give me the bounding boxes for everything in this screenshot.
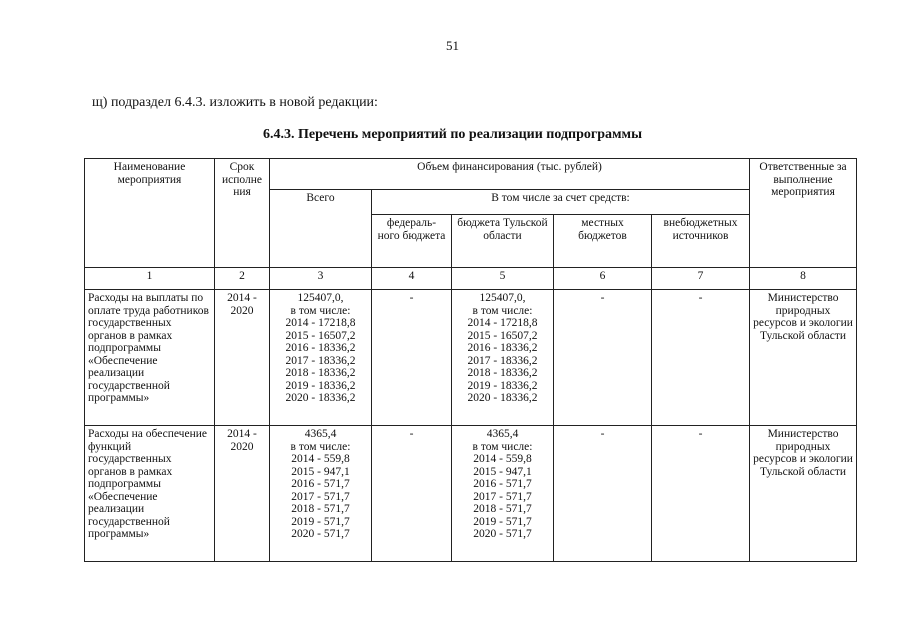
measures-table [84, 158, 857, 562]
row-responsible: Министерство природных ресурсов и экологии Тульской области [750, 426, 857, 562]
header-financing: Объем финансирования (тыс. рублей) [270, 159, 750, 190]
amount-line: 2014 - 17218,8 [467, 317, 538, 329]
column-number: 5 [452, 268, 554, 290]
amount-line: 2015 - 16507,2 [285, 329, 356, 342]
amount-line: 2019 - 571,7 [291, 515, 350, 528]
amount-line: 2018 - 18336,2 [285, 367, 356, 379]
amount-line: 125407,0, [479, 292, 526, 304]
column-number-row [85, 268, 857, 290]
header-regional: бюджета Тульской области [452, 215, 554, 268]
row-local: - [554, 426, 652, 562]
row-term: 2014 - 2020 [215, 290, 270, 426]
header-name: Наименование мероприятия [85, 159, 215, 268]
amount-line: в том числе: [472, 440, 533, 453]
amount-line: 2019 - 18336,2 [467, 379, 538, 392]
amount-line: 4365,4 [304, 428, 337, 440]
header-total: Всего [270, 190, 372, 268]
row-local: - [554, 290, 652, 426]
header-extrabudget: внебюджетных источников [652, 215, 750, 268]
row-term: 2014 - 2020 [215, 426, 270, 562]
column-number: 2 [215, 268, 270, 290]
header-federal: федераль- ного бюджета [372, 215, 452, 268]
row-extrabudget: - [652, 290, 750, 426]
amount-line: 2015 - 947,1 [291, 465, 350, 478]
row-name: Расходы на выплаты по оплате труда работников государственных органов в рамках подпрограммы «Обеспечение реализации государственной программы» [85, 290, 215, 426]
column-number: 8 [750, 268, 857, 290]
column-number: 4 [372, 268, 452, 290]
amount-line: 2018 - 571,7 [291, 503, 350, 515]
header-term: Срок исполне ния [215, 159, 270, 268]
row-responsible: Министерство природных ресурсов и экологии Тульской области [750, 290, 857, 426]
amount-line: 2018 - 18336,2 [467, 367, 538, 379]
amount-line: 2017 - 18336,2 [285, 354, 356, 367]
amount-line: 2019 - 571,7 [473, 515, 532, 528]
amount-line: в том числе: [290, 440, 351, 453]
amount-line: 2015 - 947,1 [473, 465, 532, 478]
amount-line: 2014 - 17218,8 [285, 317, 356, 329]
amount-line: 2016 - 571,7 [473, 478, 532, 490]
amount-line: в том числе: [472, 304, 533, 317]
row-total [270, 290, 372, 426]
amount-line: 2020 - 571,7 [291, 528, 350, 540]
amount-line: 2016 - 18336,2 [467, 342, 538, 354]
amount-line: 2015 - 16507,2 [467, 329, 538, 342]
column-number: 6 [554, 268, 652, 290]
amount-line: 2019 - 18336,2 [285, 379, 356, 392]
amount-line: 2018 - 571,7 [473, 503, 532, 515]
amount-line: 2017 - 571,7 [291, 490, 350, 503]
amount-line: 125407,0, [297, 292, 344, 304]
amount-line: 4365,4 [486, 428, 519, 440]
amount-line: в том числе: [290, 304, 351, 317]
table-row [85, 290, 857, 426]
amount-line: 2014 - 559,8 [473, 453, 532, 465]
section-title: 6.4.3. Перечень мероприятий по реализации подпрограммы [262, 127, 643, 142]
row-extrabudget: - [652, 426, 750, 562]
column-number: 3 [270, 268, 372, 290]
amount-line: 2016 - 18336,2 [285, 342, 356, 354]
amount-line: 2020 - 18336,2 [285, 392, 356, 404]
amount-line: 2017 - 18336,2 [467, 354, 538, 367]
row-total [270, 426, 372, 562]
row-regional [452, 426, 554, 562]
intro-text: щ) подраздел 6.4.3. изложить в новой редакции: [92, 95, 378, 110]
column-number: 7 [652, 268, 750, 290]
amount-line: 2020 - 571,7 [473, 528, 532, 540]
amount-line: 2016 - 571,7 [291, 478, 350, 490]
row-federal: - [372, 290, 452, 426]
row-federal: - [372, 426, 452, 562]
amount-line: 2014 - 559,8 [291, 453, 350, 465]
row-regional [452, 290, 554, 426]
header-local: местных бюджетов [554, 215, 652, 268]
row-name: Расходы на обеспечение функций государственных органов в рамках подпрограммы «Обеспечение реализации государственной программы» [85, 426, 215, 562]
column-number: 1 [85, 268, 215, 290]
header-responsible: Ответственные за выполнение мероприятия [750, 159, 857, 268]
header-sources: В том числе за счет средств: [372, 190, 750, 215]
table-row [85, 426, 857, 562]
page-number: 51 [446, 38, 459, 53]
amount-line: 2020 - 18336,2 [467, 392, 538, 404]
amount-line: 2017 - 571,7 [473, 490, 532, 503]
